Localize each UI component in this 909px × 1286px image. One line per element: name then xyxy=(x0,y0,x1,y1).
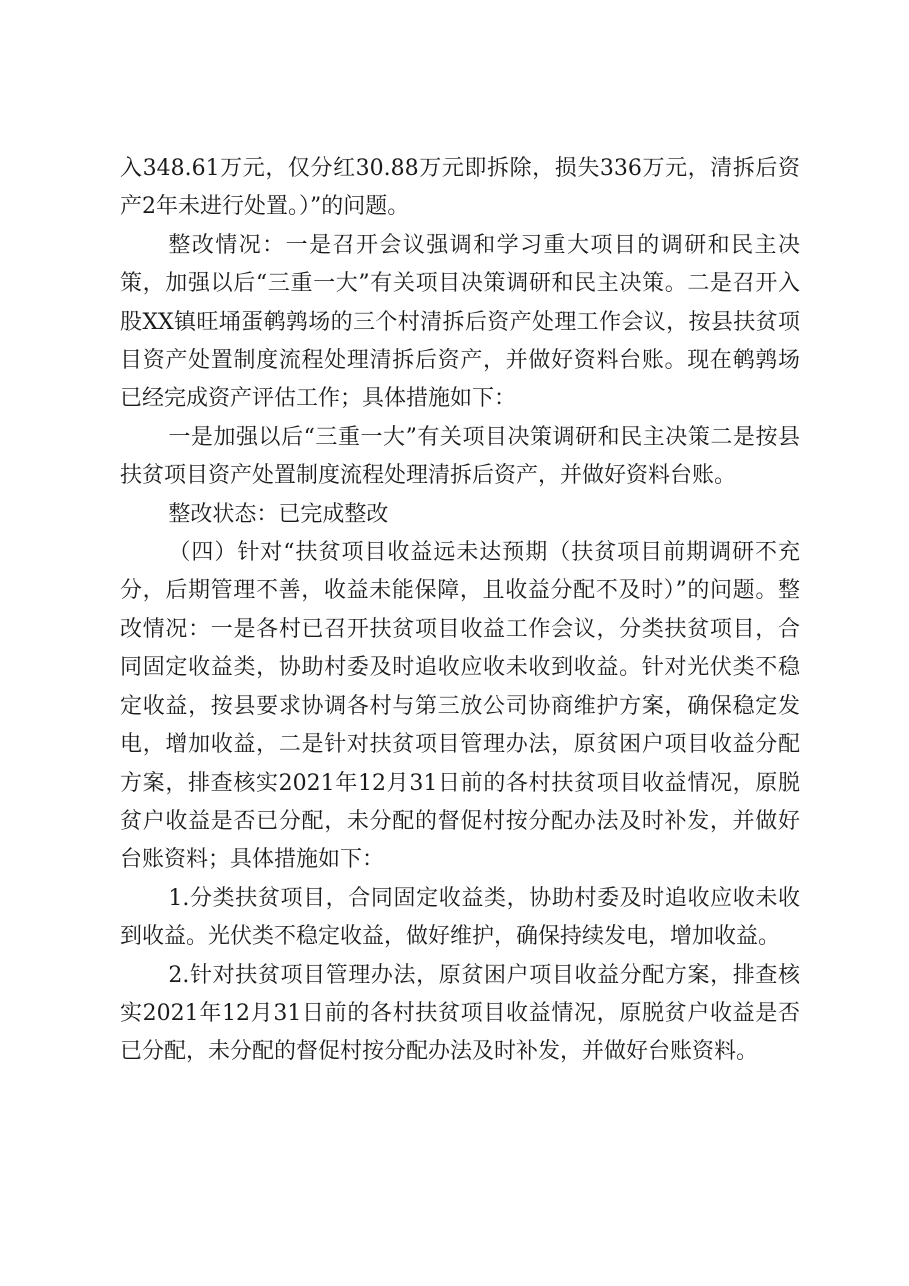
paragraph-measures-3: 一是加强以后“三重一大”有关项目决策调研和民主决策二是按县扶贫项目资产处置制度流程处理清拆后资产，并做好资料台账。 xyxy=(120,424,800,489)
paragraph-measure-item-2: 2.针对扶贫项目管理办法，原贫困户项目收益分配方案，排查核实2021年12月31日前的各村扶贫项目收益情况，原脱贫户收益是否已分配，未分配的督促村按分配办法及时补发，并做好台账资料。 xyxy=(120,962,800,1065)
paragraph-rectification-status-3: 整改情况：一是召开会议强调和学习重大项目的调研和民主决策，加强以后“三重一大”有关项目决策调研和民主决策。二是召开入股XX镇旺埇蛋鹌鹑场的三个村清拆后资产处理工作会议，按县扶贫项目资产处置制度流程处理清拆后资产，并做好资料台账。现在鹌鹑场已经完成资产评估工作；具体措施如下： xyxy=(120,232,800,412)
paragraph-completion-status: 整改状态：已完成整改 xyxy=(168,501,389,527)
document-body xyxy=(120,150,800,1072)
paragraph-measure-item-1: 1.分类扶贫项目，合同固定收益类，协助村委及时追收应收未收到收益。光伏类不稳定收益，做好维护，确保持续发电，增加收益。 xyxy=(120,885,800,950)
paragraph-continuation: 入348.61万元，仅分红30.88万元即拆除，损失336万元，清拆后资产2年未进行处置。）”的问题。 xyxy=(120,156,800,220)
paragraph-issue-4: （四）针对“扶贫项目收益远未达预期（扶贫项目前期调研不充分，后期管理不善，收益未能保障，且收益分配不及时）”的问题。整改情况：一是各村已召开扶贫项目收益工作会议，分类扶贫项目，合同固定收益类，协助村委及时追收应收未收到收益。针对光伏类不稳定收益，按县要求协调各村与第三放公司协商维护方案，确保稳定发电，增加收益，二是针对扶贫项目管理办法，原贫困户项目收益分配方案，排查核实2021年12月31日前的各村扶贫项目收益情况，原脱贫户收益是否已分配，未分配的督促村按分配办法及时补发，并做好台账资料；具体措施如下： xyxy=(120,540,800,873)
